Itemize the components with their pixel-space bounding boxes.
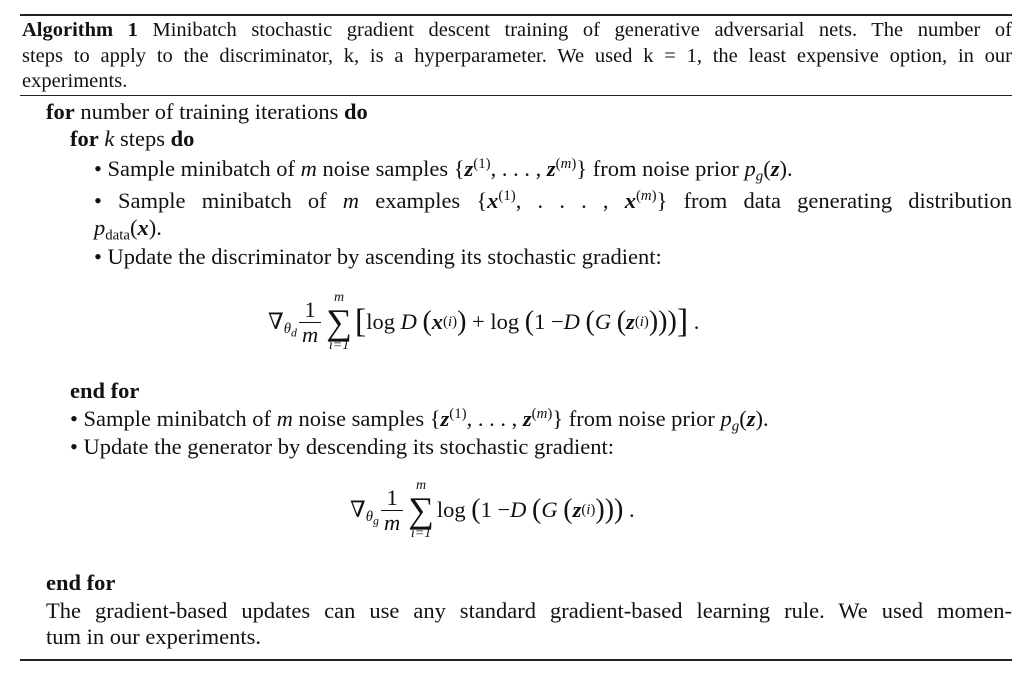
- noise-set-math: {$z^{(1)}$, . . . , $z^{(m)}$}: [453, 155, 588, 181]
- bottom-rule: [20, 659, 1012, 661]
- end-for-keyword: end for: [70, 378, 140, 403]
- data-distribution-math: $p_{data}(x)$.: [94, 215, 162, 244]
- noise-prior-math: $p_g(z)$.: [720, 406, 769, 435]
- inner-step-sample-data: • Sample minibatch of m examples {$x^{(1)}$, . . . , $x^{(m)}$} from data generating distribution: [94, 187, 1013, 213]
- footer-line-1: [46, 598, 1012, 624]
- for-keyword: for: [46, 99, 75, 124]
- summation: m ∑ i=1: [326, 290, 352, 353]
- step-text: noise samples: [322, 156, 449, 181]
- noise-prior-math: $p_g(z)$.: [744, 156, 793, 185]
- step-word: examples: [375, 188, 461, 213]
- step-word: minibatch: [201, 188, 292, 213]
- step-word: Sample: [118, 188, 186, 213]
- inner-loop-end: [70, 378, 139, 404]
- generator-gradient-equation: $\nabla_{\theta_g}$ $\frac{1}{m}$ m ∑ i=1 log ( 1 − D ( G ( z (i) ))) .: [350, 478, 635, 541]
- data-subscript: data: [105, 227, 130, 244]
- step-text: Update the discriminator by ascending its stochastic gradient:: [107, 244, 662, 269]
- inner-loop-header: [70, 126, 194, 152]
- outer-loop-condition: number of training iterations: [80, 99, 339, 124]
- step-word: from: [683, 188, 728, 213]
- outer-step-update-generator: • Update the generator by descending its stochastic gradient:: [70, 434, 614, 459]
- step-word: of: [307, 188, 327, 213]
- end-for-keyword: end for: [46, 570, 116, 595]
- caption-rule: [20, 95, 1012, 96]
- step-word: distribution: [908, 188, 1013, 213]
- caption-text-1: Minibatch stochastic gradient descent training of generative adversarial nets. The number of: [152, 19, 1012, 41]
- step-text: noise samples: [298, 406, 425, 431]
- footer-text-2: tum in our experiments.: [46, 624, 261, 649]
- do-keyword: do: [344, 99, 368, 124]
- summation: m ∑ i=1: [408, 478, 434, 541]
- step-text: Sample minibatch of: [107, 156, 295, 181]
- discriminator-gradient-equation: $\nabla_{\theta_d}$ $\frac{1}{m}$ m ∑ i=1 [ log D ( x (i) ) + log ( 1 − D ( G ( z (i) ))) ] .: [268, 290, 700, 353]
- footer-text-1: The gradient-based updates can use any standard gradient-based learning rule. We used momen-: [46, 598, 1012, 623]
- inner-loop-condition: steps: [119, 126, 165, 151]
- step-text: Sample minibatch of: [83, 406, 271, 431]
- step-word: data: [743, 188, 781, 213]
- footer-line-2: [46, 624, 261, 650]
- inner-step-update-discriminator: • Update the discriminator by ascending its stochastic gradient:: [94, 244, 662, 269]
- one-over-m: $\frac{1}{m}$: [299, 298, 321, 347]
- do-keyword: do: [170, 126, 195, 151]
- caption-line-2: [22, 43, 1012, 69]
- caption-line-3: [22, 68, 127, 94]
- inner-step-sample-noise: • Sample minibatch of m noise samples {$z^{(1)}$, . . . , $z^{(m)}$} from noise prior $p_g(z)$.: [94, 155, 793, 185]
- caption-text-3: experiments.: [22, 70, 128, 92]
- outer-loop-end: [46, 570, 115, 596]
- outer-step-sample-noise: • Sample minibatch of m noise samples {$z^{(1)}$, . . . , $z^{(m)}$} from noise prior $p_g(z)$.: [70, 405, 769, 435]
- noise-set-math: {$z^{(1)}$, . . . , $z^{(m)}$}: [429, 405, 564, 431]
- step-text: Update the generator by descending its stochastic gradient:: [83, 434, 614, 459]
- step-text: from noise prior: [568, 406, 715, 431]
- caption-text-2: steps to apply to the discriminator, k, is a hyperparameter. We used k = 1, the least expensive option, in our: [22, 45, 1012, 67]
- batch-size-var: m: [276, 406, 293, 431]
- for-keyword: for: [70, 126, 99, 151]
- example-set-math: {$x^{(1)}$, . . . , $x^{(m)}$}: [476, 187, 668, 213]
- outer-loop-header: [46, 99, 368, 125]
- inner-loop-var: k: [104, 126, 115, 151]
- batch-size-var: m: [300, 156, 317, 181]
- step-word: generating: [797, 188, 893, 213]
- step-text: from noise prior: [592, 156, 739, 181]
- top-rule: [20, 14, 1012, 16]
- algorithm-label: Algorithm 1: [22, 19, 138, 41]
- caption-line-1: [22, 17, 1012, 43]
- one-over-m: $\frac{1}{m}$: [381, 486, 403, 535]
- batch-size-var: m: [342, 188, 360, 213]
